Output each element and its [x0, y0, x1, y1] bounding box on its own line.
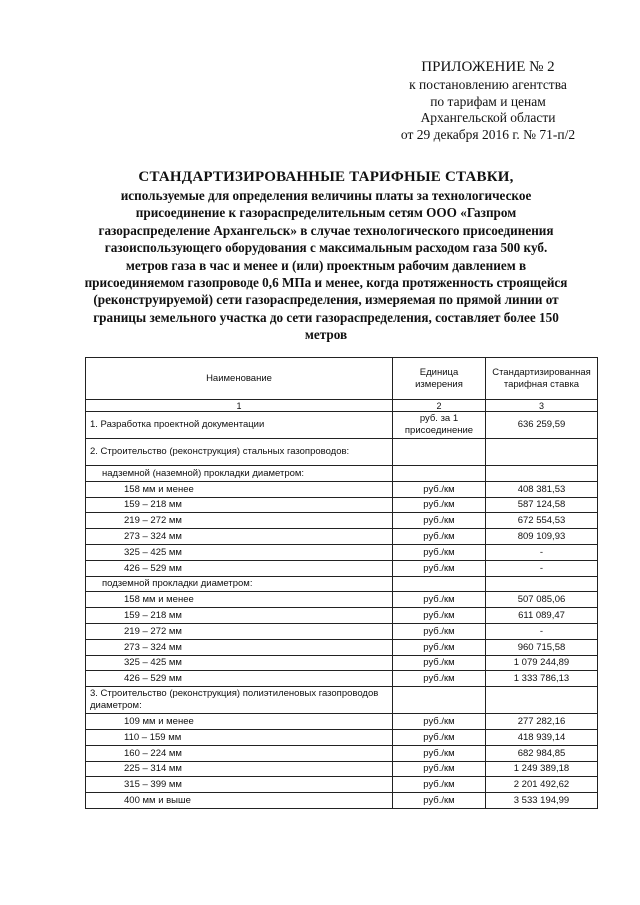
row-rate-cell: 507 085,06: [486, 592, 598, 608]
row-name-cell: 159 – 218 мм: [86, 608, 393, 624]
row-name-cell: 160 – 224 мм: [86, 745, 393, 761]
row-name-cell: 158 мм и менее: [86, 592, 393, 608]
column-header-name: Наименование: [86, 358, 393, 400]
row-unit-cell: руб./км: [393, 714, 486, 730]
row-rate-cell: 611 089,47: [486, 608, 598, 624]
row-name-cell: 219 – 272 мм: [86, 513, 393, 529]
row-rate-cell: 682 984,85: [486, 745, 598, 761]
row-rate-cell: 1 333 786,13: [486, 671, 598, 687]
row-name-cell: 325 – 425 мм: [86, 544, 393, 560]
table-row: [86, 729, 598, 745]
row-name-cell: 273 – 324 мм: [86, 639, 393, 655]
table-row: [86, 466, 598, 482]
table-row: [86, 544, 598, 560]
document-heading: [84, 167, 568, 344]
row-name-cell: 110 – 159 мм: [86, 729, 393, 745]
table-header-row: [86, 358, 598, 400]
row-name-cell: 159 – 218 мм: [86, 497, 393, 513]
row-name-cell: 225 – 314 мм: [86, 761, 393, 777]
table-row: [86, 714, 598, 730]
row-rate-cell: 960 715,58: [486, 639, 598, 655]
column-number-1: 1: [86, 400, 393, 412]
row-unit-cell: руб./км: [393, 777, 486, 793]
column-number-2: 2: [393, 400, 486, 412]
row-unit-cell: руб./км: [393, 592, 486, 608]
row-rate-cell: 587 124,58: [486, 497, 598, 513]
row-rate-cell: -: [486, 544, 598, 560]
row-rate-cell: 277 282,16: [486, 714, 598, 730]
column-number-3: 3: [486, 400, 598, 412]
row-rate-cell: [486, 687, 598, 714]
appendix-header: [388, 58, 588, 143]
row-name-cell: 426 – 529 мм: [86, 560, 393, 576]
row-unit-cell: [393, 687, 486, 714]
row-name-cell: 315 – 399 мм: [86, 777, 393, 793]
table-body: [86, 412, 598, 809]
row-unit-cell: [393, 466, 486, 482]
row-unit-cell: руб./км: [393, 529, 486, 545]
column-header-unit: Единица измерения: [393, 358, 486, 400]
row-name-cell: 3. Строительство (реконструкция) полиэтиленовых газопроводов диаметром:: [86, 687, 393, 714]
row-unit-cell: руб./км: [393, 761, 486, 777]
row-name-cell: 325 – 425 мм: [86, 655, 393, 671]
row-unit-cell: руб./км: [393, 745, 486, 761]
row-rate-cell: 1 079 244,89: [486, 655, 598, 671]
row-name-cell: 400 мм и выше: [86, 793, 393, 809]
table-row: [86, 529, 598, 545]
row-rate-cell: 636 259,59: [486, 412, 598, 439]
row-name-cell: 158 мм и менее: [86, 481, 393, 497]
row-unit-cell: руб./км: [393, 671, 486, 687]
table-row: [86, 671, 598, 687]
row-rate-cell: 3 533 194,99: [486, 793, 598, 809]
table-row: [86, 745, 598, 761]
row-unit-cell: [393, 576, 486, 592]
document-title: СТАНДАРТИЗИРОВАННЫЕ ТАРИФНЫЕ СТАВКИ,: [138, 169, 514, 185]
row-unit-cell: руб./км: [393, 481, 486, 497]
row-rate-cell: 418 939,14: [486, 729, 598, 745]
row-unit-cell: руб./км: [393, 655, 486, 671]
row-name-cell: 426 – 529 мм: [86, 671, 393, 687]
row-unit-cell: руб./км: [393, 544, 486, 560]
row-unit-cell: руб. за 1 присоединение: [393, 412, 486, 439]
row-unit-cell: руб./км: [393, 560, 486, 576]
appendix-line-resolution: к постановлению агентства: [409, 77, 567, 92]
table-row: [86, 576, 598, 592]
table-row: [86, 497, 598, 513]
row-unit-cell: руб./км: [393, 623, 486, 639]
appendix-title: ПРИЛОЖЕНИЕ № 2: [421, 59, 555, 75]
table-row: [86, 439, 598, 466]
row-unit-cell: руб./км: [393, 729, 486, 745]
table-row: [86, 655, 598, 671]
table-row: [86, 513, 598, 529]
row-rate-cell: 2 201 492,62: [486, 777, 598, 793]
row-rate-cell: 408 381,53: [486, 481, 598, 497]
table-row: [86, 623, 598, 639]
row-rate-cell: 672 554,53: [486, 513, 598, 529]
row-rate-cell: -: [486, 623, 598, 639]
table-row: [86, 777, 598, 793]
row-name-cell: 2. Строительство (реконструкция) стальных газопроводов:: [86, 439, 393, 466]
row-rate-cell: 809 109,93: [486, 529, 598, 545]
table-row: [86, 761, 598, 777]
tariff-table: [85, 357, 598, 809]
row-name-cell: 273 – 324 мм: [86, 529, 393, 545]
table-row: [86, 560, 598, 576]
row-name-cell: надземной (наземной) прокладки диаметром:: [86, 466, 393, 482]
appendix-line-region: Архангельской области: [420, 110, 556, 125]
row-name-cell: 219 – 272 мм: [86, 623, 393, 639]
table-row: [86, 608, 598, 624]
row-rate-cell: [486, 439, 598, 466]
appendix-line-agency: по тарифам и ценам: [430, 93, 546, 109]
row-name-cell: 109 мм и менее: [86, 714, 393, 730]
table-column-numbers-row: [86, 400, 598, 412]
row-rate-cell: -: [486, 560, 598, 576]
row-rate-cell: [486, 466, 598, 482]
row-rate-cell: 1 249 389,18: [486, 761, 598, 777]
document-subtitle: используемые для определения величины платы за технологическое присоединение к газораспределительным сетям ООО «Газпром газораспределение Архангельск» в случае технологического присоединения газоиспользующего оборудования с максимальным расходом газа 500 куб. метров газа в час и менее и (или) проектным рабочим давлением в присоединяемом газопроводе 0,6 МПа и менее, когда протяженность строящейся (реконструируемой) сети газораспределения, измеряемая по прямой линии от границы земельного участка до сети газораспределения, составляет более 150 метров: [84, 188, 568, 343]
row-unit-cell: руб./км: [393, 513, 486, 529]
row-unit-cell: руб./км: [393, 497, 486, 513]
row-unit-cell: руб./км: [393, 639, 486, 655]
row-unit-cell: руб./км: [393, 608, 486, 624]
table-row: [86, 481, 598, 497]
row-unit-cell: руб./км: [393, 793, 486, 809]
row-unit-cell: [393, 439, 486, 466]
row-name-cell: 1. Разработка проектной документации: [86, 412, 393, 439]
table-row: [86, 793, 598, 809]
row-name-cell: подземной прокладки диаметром:: [86, 576, 393, 592]
column-header-rate: Стандартизированная тарифная ставка: [486, 358, 598, 400]
table-row: [86, 687, 598, 714]
table-row: [86, 412, 598, 439]
table-row: [86, 639, 598, 655]
appendix-line-date: от 29 декабря 2016 г. № 71-п/2: [400, 126, 576, 142]
row-rate-cell: [486, 576, 598, 592]
table-row: [86, 592, 598, 608]
